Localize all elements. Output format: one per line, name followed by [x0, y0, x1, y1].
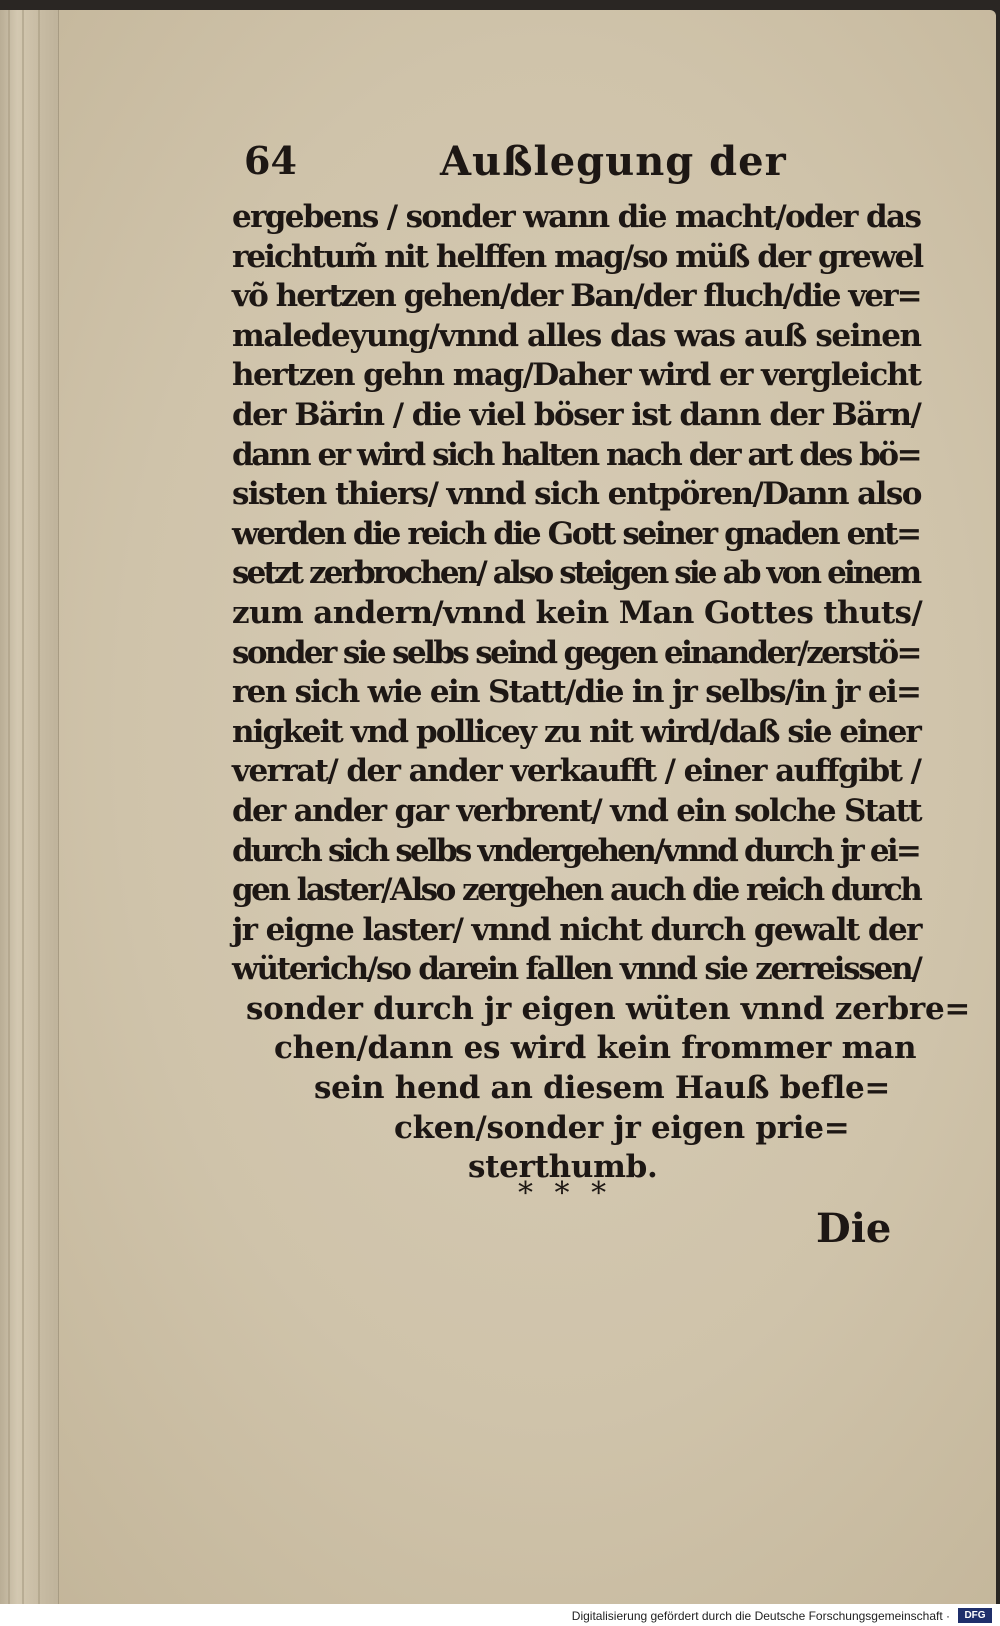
text-line: ren sich wie ein Statt/die in jr selbs/in jr ei= — [232, 674, 921, 711]
text-line: durch sich selbs vndergehen/vnnd durch jr ei= — [232, 832, 919, 869]
text-line: chen/dann es wird kein frommer man — [274, 1030, 917, 1067]
text-line: der ander gar verbrent/ vnd ein solche Statt — [232, 792, 921, 829]
book-page — [0, 10, 996, 1614]
text-line: setzt zerbrochen/ also steigen sie ab von einem — [232, 555, 920, 592]
text-line: werden die reich die Gott seiner gnaden ent= — [232, 515, 920, 552]
text-line: sonder sie selbs seind gegen einander/zerstö= — [232, 634, 920, 671]
text-line: dann er wird sich halten nach der art des bö= — [232, 436, 921, 473]
text-line: hertzen gehn mag/Daher wird er vergleicht — [232, 357, 921, 394]
text-line: võ hertzen gehen/der Ban/der fluch/die ver= — [232, 278, 921, 315]
running-title: Außlegung der — [440, 138, 787, 185]
footer-credit: Digitalisierung gefördert durch die Deutsche Forschungsgemeinschaft · — [571, 1609, 950, 1623]
text-line: sisten thiers/ vnnd sich entpören/Dann also — [232, 476, 921, 513]
page-header — [232, 138, 932, 198]
text-line: maledeyung/vnnd alles das was auß seinen — [232, 317, 921, 354]
digitization-footer — [0, 1604, 1000, 1626]
dfg-logo: DFG — [958, 1608, 992, 1623]
text-line: cken/sonder jr eigen prie= — [394, 1109, 850, 1146]
text-line: verrat/ der ander verkaufft / einer auffgibt / — [232, 753, 921, 790]
body-text — [232, 198, 971, 1188]
book-spine — [0, 10, 59, 1614]
text-line: ergebens / sonder wann die macht/oder das — [232, 199, 921, 235]
text-line: jr eigne laster/ vnnd nicht durch gewalt der — [232, 911, 921, 948]
ornament-asterisks: * * * — [518, 1176, 613, 1211]
text-line: sein hend an diesem Hauß befle= — [314, 1070, 891, 1107]
page-number: 64 — [244, 138, 297, 183]
text-line: gen laster/Also zergehen auch die reich durch — [232, 872, 921, 909]
text-line: der Bärin / die viel böser ist dann der Bärn/ — [232, 396, 921, 433]
text-line: sterthumb. — [468, 1149, 658, 1186]
text-line: nigkeit vnd pollicey zu nit wird/daß sie einer — [232, 713, 920, 750]
text-line: wüterich/so darein fallen vnnd sie zerreissen/ — [232, 951, 921, 988]
text-line: sonder durch jr eigen wüten vnnd zerbre= — [246, 990, 971, 1027]
catchword: Die — [816, 1205, 892, 1252]
text-line: zum andern/vnnd kein Man Gottes thuts/ — [232, 594, 923, 631]
page-text — [232, 138, 971, 1188]
text-line: reichtum̃ nit helffen mag/so müß der grewel — [232, 238, 923, 275]
